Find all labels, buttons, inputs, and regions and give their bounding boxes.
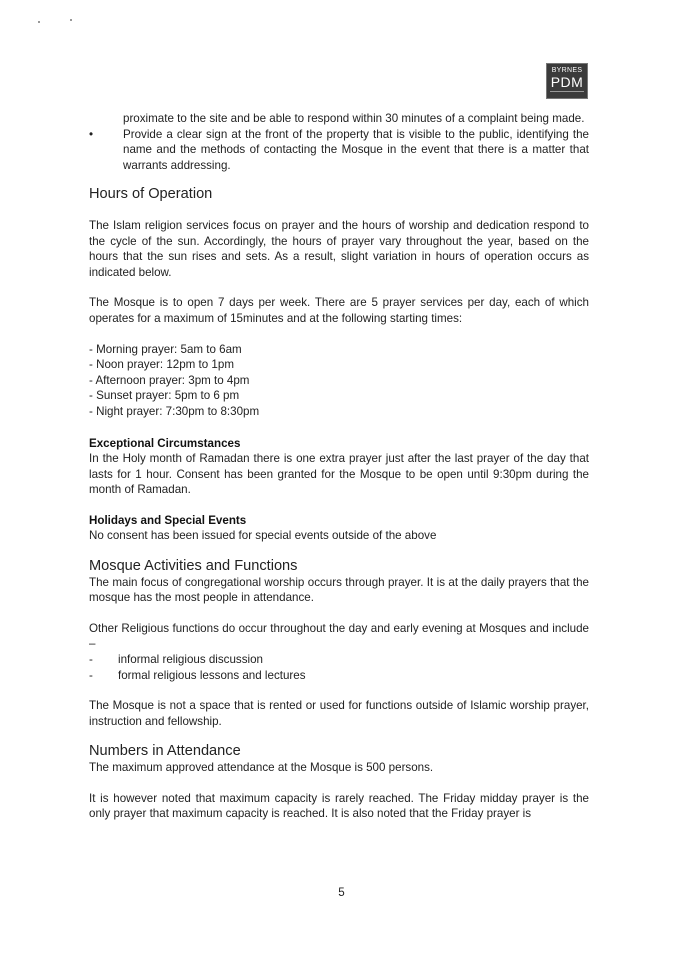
activities-paragraph-2: Other Religious functions do occur throughout the day and early evening at Mosques and include – (89, 621, 589, 651)
scan-speck (38, 21, 40, 23)
prayer-time-item: - Morning prayer: 5am to 6am (89, 342, 242, 356)
logo-line-1: BYRNES (551, 67, 583, 74)
hours-paragraph-2: The Mosque is to open 7 days per week. There are 5 prayer services per day, each of which operates for a maximum of 15minutes and at the following starting times: (89, 296, 589, 325)
byrnes-pdm-logo (546, 63, 588, 99)
subheading-holidays: Holidays and Special Events (89, 513, 247, 527)
bullet-text: Provide a clear sign at the front of the property that is visible to the public, identifying the name and the methods of contacting the Mosque in the event that there is a matter that warrants addressing. (123, 127, 589, 172)
section-heading-hours: Hours of Operation (89, 186, 213, 203)
prayer-time-item: - Noon prayer: 12pm to 1pm (89, 358, 234, 372)
attendance-paragraph-2: It is however noted that maximum capacity is rarely reached. The Friday midday prayer is the only prayer that maximum capacity is reached. It is also noted that the Friday prayer is (89, 791, 589, 821)
exceptional-paragraph: In the Holy month of Ramadan there is one extra prayer just after the last prayer of the day that lasts for 1 hour. Consent has been granted for the Mosque to be open until 9:30pm during the month of Ramadan. (89, 452, 589, 497)
scan-speck (70, 19, 72, 21)
bullet-item-signage (89, 127, 589, 174)
activities-paragraph-1: The main focus of congregational worship occurs through prayer. It is at the daily prayers that the mosque has the most people in attendance. (89, 575, 589, 605)
logo-line-2: PDM (550, 74, 584, 90)
religious-functions-list (89, 652, 589, 683)
list-item-text: informal religious discussion (118, 653, 263, 667)
logo-rule (550, 91, 584, 97)
prayer-time-item: - Sunset prayer: 5pm to 6 pm (89, 389, 240, 403)
page-number: 5 (338, 886, 345, 899)
dash-marker: - (89, 653, 93, 667)
section-heading-activities: Mosque Activities and Functions (89, 558, 298, 575)
page-content (89, 111, 589, 822)
bullet-marker: • (89, 127, 94, 141)
prayer-times-list (89, 342, 589, 420)
continued-bullet-text: proximate to the site and be able to respond within 30 minutes of a complaint being made. (123, 112, 585, 125)
activities-paragraph-3: The Mosque is not a space that is rented or used for functions outside of Islamic worship prayer, instruction and fellowship. (89, 699, 589, 728)
list-item-text: formal religious lessons and lectures (118, 668, 306, 682)
list-item (89, 668, 589, 684)
subheading-exceptional: Exceptional Circumstances (89, 436, 241, 450)
holidays-paragraph: No consent has been issued for special events outside of the above (89, 529, 437, 543)
attendance-paragraph-1: The maximum approved attendance at the Mosque is 500 persons. (89, 761, 434, 774)
list-item (89, 652, 589, 668)
section-heading-attendance: Numbers in Attendance (89, 743, 241, 760)
dash-marker: - (89, 668, 93, 682)
prayer-time-item: - Afternoon prayer: 3pm to 4pm (89, 373, 250, 387)
prayer-time-item: - Night prayer: 7:30pm to 8:30pm (89, 404, 260, 418)
hours-paragraph-1: The Islam religion services focus on prayer and the hours of worship and dedication respond to the cycle of the sun. Accordingly, the hours of prayer vary throughout the year, based on the hours that the sun rises and sets. As a result, slight variation in hours of operation occurs as indicated below. (89, 218, 589, 279)
